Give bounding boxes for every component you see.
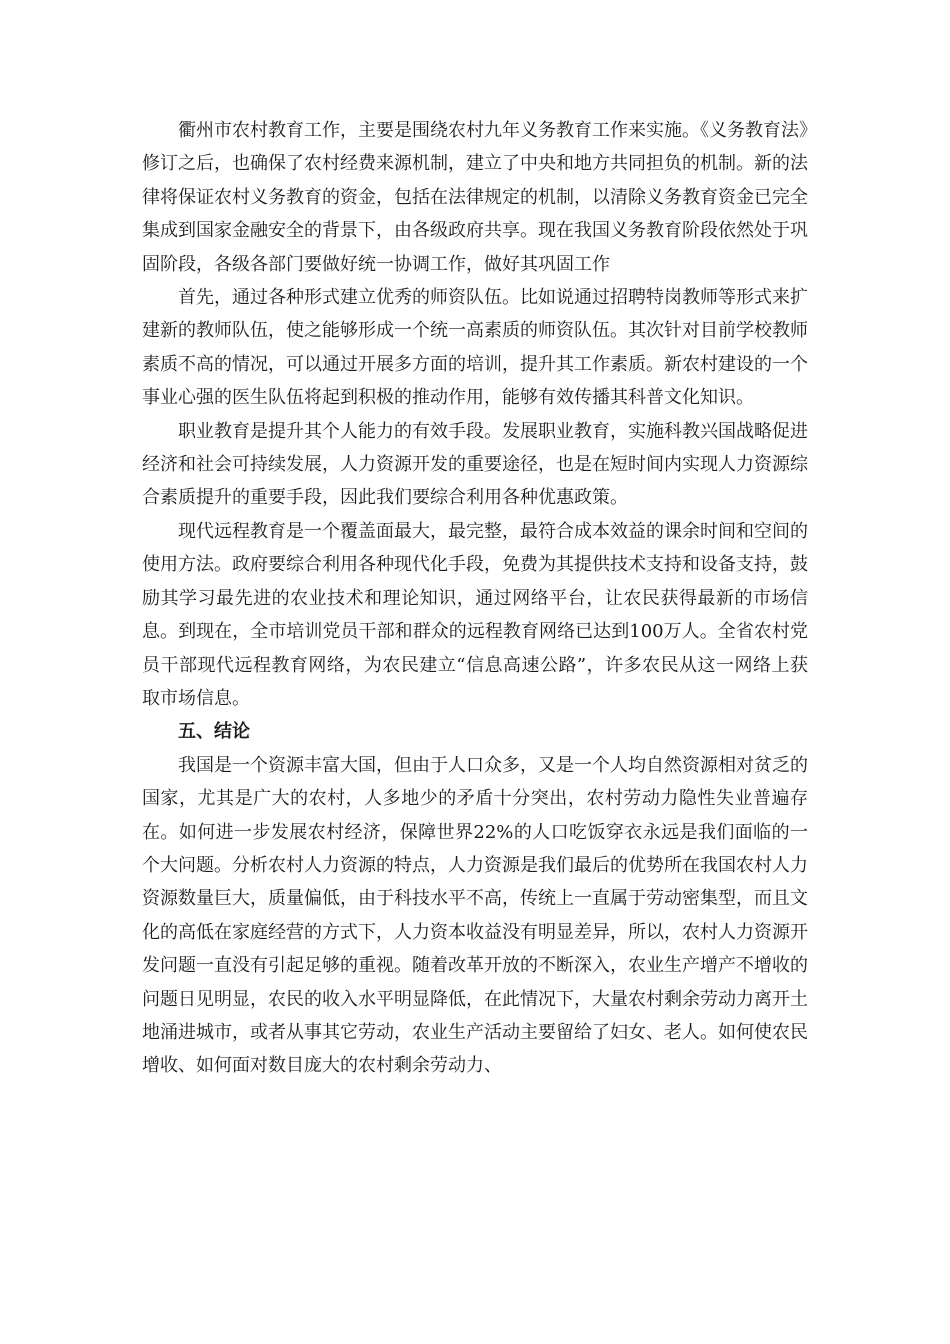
paragraph-vocational-education: 职业教育是提升其个人能力的有效手段。发展职业教育，实施科教兴国战略促进经济和社会可持续发展，人力资源开发的重要途径，也是在短时间内实现人力资源综合素质提升的重要手段，因此我们要综合利用各种优惠政策。: [142, 420, 808, 509]
document-body: [142, 114, 808, 1083]
section-heading-conclusion: 五、结论: [178, 721, 250, 743]
paragraph-rural-education: 衢州市农村教育工作，主要是围绕农村九年义务教育工作来实施。《义务教育法》修订之后，也确保了农村经费来源机制，建立了中央和地方共同担负的机制。新的法律将保证农村义务教育的资金，包括在法律规定的机制，以清除义务教育资金已完全集成到国家金融安全的背景下，由各级政府共享。现在我国义务教育阶段依然处于巩固阶段，各级各部门要做好统一协调工作，做好其巩固工作: [142, 120, 808, 275]
paragraph-conclusion: 我国是一个资源丰富大国，但由于人口众多，又是一个人均自然资源相对贫乏的国家，尤其是广大的农村，人多地少的矛盾十分突出，农村劳动力隐性失业普遍存在。如何进一步发展农村经济，保障世界22%的人口吃饭穿衣永远是我们面临的一个大问题。分析农村人力资源的特点，人力资源是我们最后的优势所在我国农村人力资源数量巨大，质量偏低，由于科技水平不高，传统上一直属于劳动密集型，而且文化的高低在家庭经营的方式下，人力资本收益没有明显差异，所以，农村人力资源开发问题一直没有引起足够的重视。随着改革开放的不断深入，农业生产增产不增收的问题日见明显，农民的收入水平明显降低，在此情况下，大量农村剩余劳动力离开土地涌进城市，或者从事其它劳动，农业生产活动主要留给了妇女、老人。如何使农民增收、如何面对数目庞大的农村剩余劳动力、: [142, 754, 808, 1077]
paragraph-teacher-team: 首先，通过各种形式建立优秀的师资队伍。比如说通过招聘特岗教师等形式来扩建新的教师队伍，使之能够形成一个统一高素质的师资队伍。其次针对目前学校教师素质不高的情况，可以通过开展多方面的培训，提升其工作素质。新农村建设的一个事业心强的医生队伍将起到积极的推动作用，能够有效传播其科普文化知识。: [142, 287, 808, 409]
paragraph-distance-education: 现代远程教育是一个覆盖面最大，最完整，最符合成本效益的课余时间和空间的使用方法。政府要综合利用各种现代化手段，免费为其提供技术支持和设备支持，鼓励其学习最先进的农业技术和理论知识，通过网络平台，让农民获得最新的市场信息。到现在，全市培训党员干部和群众的远程教育网络已达到100万人。全省农村党员干部现代远程教育网络，为农民建立“信息高速公路”，许多农民从这一网络上获取市场信息。: [142, 520, 808, 709]
